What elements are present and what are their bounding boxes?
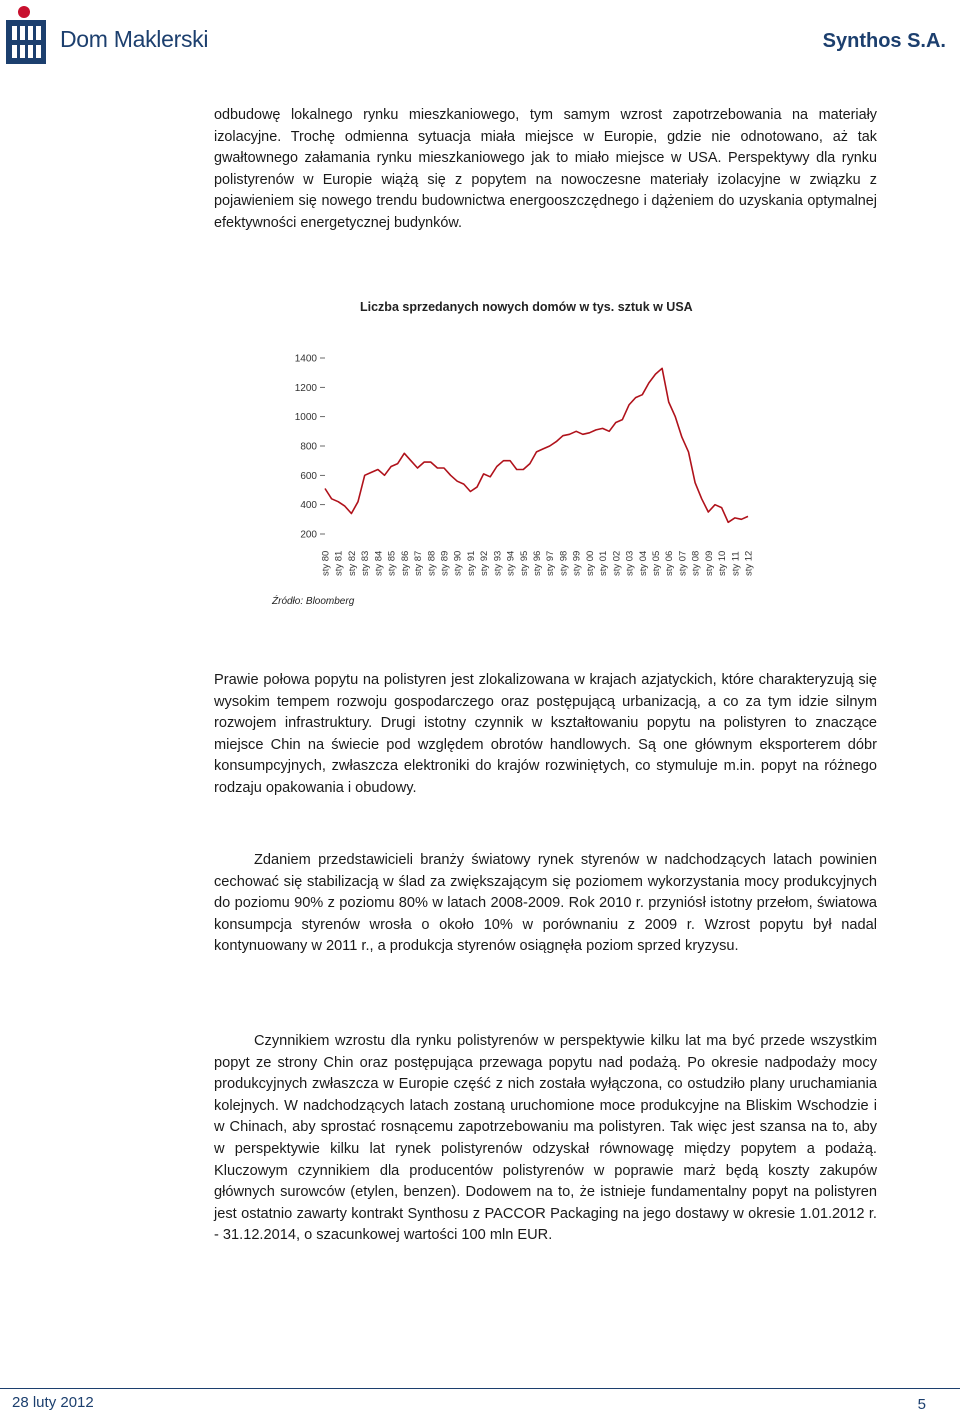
- x-tick-label: sty 90: [452, 550, 464, 576]
- x-tick-label: sty 83: [360, 550, 372, 576]
- paragraph-3: Zdaniem przedstawicieli branży światowy rynek styrenów w nadchodzących latach powinien cechować się stabilizacją w ślad za zwiększającym się poziomem wykorzystania mocy produkcyjnych do poziomu 90% z poziomu 80% w latach 2008-2009. Rok 2010 r. przyniósł istotny przełom, światowa konsumpcja styrenów wrosła o około 10% w porównaniu z 2009 r. Wzrost popytu był nadal kontynuowany w 2011 r., a produkcja styrenów osiągnęła poziom sprzed kryzysu.: [214, 852, 877, 955]
- x-tick-label: sty 12: [743, 550, 755, 576]
- x-tick-label: sty 04: [637, 550, 649, 576]
- x-tick-label: sty 82: [346, 550, 358, 576]
- paragraph-4: Czynnikiem wzrostu dla rynku polistyrenów w perspektywie kilku lat ma być przede wszystkim popyt ze strony Chin oraz postępująca przewaga popytu nad podażą. Po okresie nadpodaży mocy produkcyjnych zwłaszcza w Europie część z nich została wyłączona, co ostudziło plany uruchamiania kolejnych. W nadchodzących latach zostaną uruchomione moce produkcyjne na Bliskim Wschodzie i w Chinach, aby sprostać rosnącemu zapotrzebowaniu ma polistyren. Tak więc jest szansa na to, aby w perspektywie kilku lat rynek polistyrenów odzyskał równowagę między popytem a podażą. Kluczowym czynnikiem dla producentów polistyrenów w poprawie marż będą koszty zakupów głównych surowców (etylen, benzen). Dodowem na to, że istnieje fundamentalny popyt na polistyren jest ostatnio zawarty kontrakt Synthosu z PACCOR Packaging na jego dostawy w okresie 1.01.2012 r. - 31.12.2014, o szacunkowej wartości 100 mln EUR.: [214, 1033, 877, 1244]
- x-tick-label: sty 80: [320, 550, 332, 576]
- x-tick-label: sty 01: [598, 550, 610, 576]
- y-tick-label: 800: [300, 441, 317, 453]
- x-tick-label: sty 00: [584, 550, 596, 576]
- us-new-home-sales-chart: [270, 340, 770, 580]
- x-tick-label: sty 02: [611, 550, 623, 576]
- x-axis: [321, 551, 755, 576]
- x-tick-label: sty 08: [690, 550, 702, 576]
- paragraph-2: Prawie połowa popytu na polistyren jest zlokalizowana w krajach azjatyckich, które charakteryzują się wysokim tempem rozwoju gospodarczego oraz postępującą urbanizacją, a co za tym idzie silnym rozwojem infrastruktury. Drugi istotny czynnik w kształtowaniu popytu na polistyren to znaczące miejsce Chin na świecie pod względem obrotów handlowych. Są one głównym eksporterem dóbr konsumpcyjnych, zwłaszcza elektroniki do krajów rozwiniętych, co stymuluje m.in. popyt na różnego rodzaju opakowania i obudowy.: [214, 672, 877, 796]
- x-tick-label: sty 87: [413, 550, 425, 576]
- x-tick-label: sty 92: [479, 550, 491, 576]
- x-tick-label: sty 09: [703, 550, 715, 576]
- x-tick-label: sty 03: [624, 550, 636, 576]
- x-tick-label: sty 81: [333, 550, 345, 576]
- y-tick-label: 1200: [294, 382, 317, 394]
- x-tick-label: sty 05: [650, 550, 662, 576]
- x-tick-label: sty 97: [545, 550, 557, 576]
- y-tick-label: 600: [300, 470, 317, 482]
- x-tick-label: sty 93: [492, 550, 504, 576]
- y-tick-label: 200: [300, 529, 317, 541]
- chart-title: Liczba sprzedanych nowych domów w tys. sztuk w USA: [360, 300, 693, 314]
- pko-logo-icon: [4, 4, 48, 66]
- x-tick-label: sty 99: [571, 550, 583, 576]
- y-tick-label: 1000: [294, 412, 317, 424]
- company-name: Synthos S.A.: [822, 30, 946, 52]
- footer-divider: [0, 1388, 960, 1389]
- x-tick-label: sty 11: [730, 551, 742, 576]
- y-tick-label: 400: [300, 500, 317, 512]
- paragraph-1: odbudowę lokalnego rynku mieszkaniowego, tym samym wzrost zapotrzebowania na materiały izolacyjne. Trochę odmienna sytuacja miała miejsce w Europie, gdzie nie odnotowano, aż tak gwałtownego załamania rynku mieszkaniowego jak to miało miejsce w USA. Perspektywy dla rynku polistyrenów w Europie wiążą się z popytem na nowoczesne materiały izolacyjne w związku z pojawieniem się nowego trendu budownictwa energooszczędnego i dążeniem do uzyskania optymalnej efektywności energetycznej budynków.: [214, 107, 877, 231]
- footer-date: 28 luty 2012: [12, 1394, 94, 1411]
- brand-name: Dom Maklerski: [60, 26, 209, 52]
- chart-source: Źródło: Bloomberg: [272, 596, 355, 607]
- x-tick-label: sty 98: [558, 550, 570, 576]
- x-tick-label: sty 89: [439, 550, 451, 576]
- x-tick-label: sty 88: [426, 550, 438, 576]
- series-line: [325, 368, 748, 522]
- x-tick-label: sty 06: [664, 550, 676, 576]
- page-number: 5: [917, 1396, 926, 1413]
- x-tick-label: sty 84: [373, 550, 385, 576]
- x-tick-label: sty 94: [505, 550, 517, 576]
- x-tick-label: sty 85: [386, 550, 398, 576]
- page-header: [0, 0, 960, 72]
- x-tick-label: sty 91: [465, 550, 477, 576]
- x-tick-label: sty 95: [518, 550, 530, 576]
- x-tick-label: sty 10: [717, 550, 729, 576]
- x-tick-label: sty 96: [532, 550, 543, 576]
- y-axis: [295, 354, 325, 541]
- x-tick-label: sty 86: [399, 550, 411, 576]
- x-tick-label: sty 07: [677, 550, 689, 576]
- y-tick-label: 1400: [294, 353, 317, 365]
